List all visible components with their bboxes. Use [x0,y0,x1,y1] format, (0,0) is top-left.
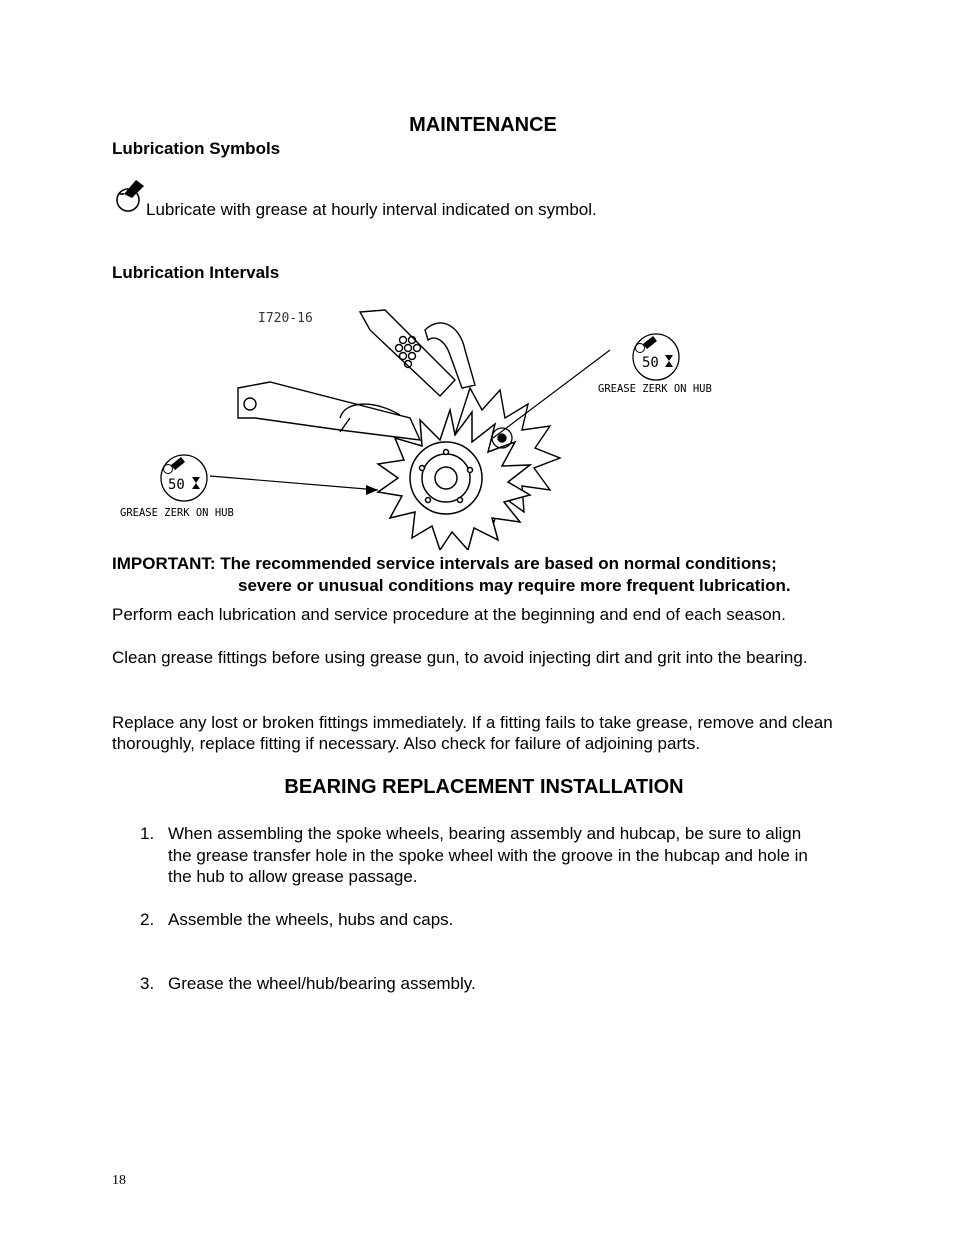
step-number: 1. [140,824,155,843]
interval-right: 50 [642,355,659,371]
spoke-wheel-figure [110,300,730,550]
symbol-description: Lubricate with grease at hourly interval indicated on symbol. [146,200,597,219]
step-text: Grease the wheel/hub/bearing assembly. [168,974,476,993]
paragraph-clean-fittings: Clean grease fittings before using grease gun, to avoid injecting dirt and grit into the bearing. [112,648,808,667]
grease-callout-right [598,334,712,395]
step-number: 3. [140,974,155,993]
step-text: When assembling the spoke wheels, bearing assembly and hubcap, be sure to align the grease transfer hole in the spoke wheel with the groove in the hubcap and hole in the hub to allow grease passage. [168,824,808,886]
section-heading-intervals: Lubrication Intervals [112,263,280,282]
section-heading-symbols: Lubrication Symbols [112,139,281,158]
page-number: 18 [112,1173,126,1188]
bearing-title: BEARING REPLACEMENT INSTALLATION [284,776,684,798]
leader-arrow-left [366,485,378,495]
paragraph-service: Perform each lubrication and service procedure at the beginning and end of each season. [112,605,786,624]
grease-gun-icon [110,176,150,216]
mounting-bracket [360,310,475,396]
important-line-2: severe or unusual conditions may require more frequent lubrication. [238,576,791,595]
important-line-1: IMPORTANT: The recommended service intervals are based on normal conditions; [112,554,777,573]
hourglass-icon [665,355,673,367]
step-text: Assemble the wheels, hubs and caps. [168,910,454,929]
wheel-arm [238,382,420,440]
hourglass-icon [192,477,200,489]
leader-line-left [210,476,378,490]
interval-left: 50 [168,477,185,493]
callout-label-right: GREASE ZERK ON HUB [598,383,712,395]
callout-label-left: GREASE ZERK ON HUB [120,507,234,519]
page-title: MAINTENANCE [409,114,557,136]
paragraph-replace-fittings: Replace any lost or broken fittings immediately. If a fitting fails to take grease, remove and clean thoroughly, replace fitting if necessary. Also check for failure of adjoining parts. [112,713,833,753]
figure-id: I720-16 [258,311,313,326]
grease-callout-left [120,455,234,519]
step-number: 2. [140,910,155,929]
leader-line-right [493,350,610,438]
